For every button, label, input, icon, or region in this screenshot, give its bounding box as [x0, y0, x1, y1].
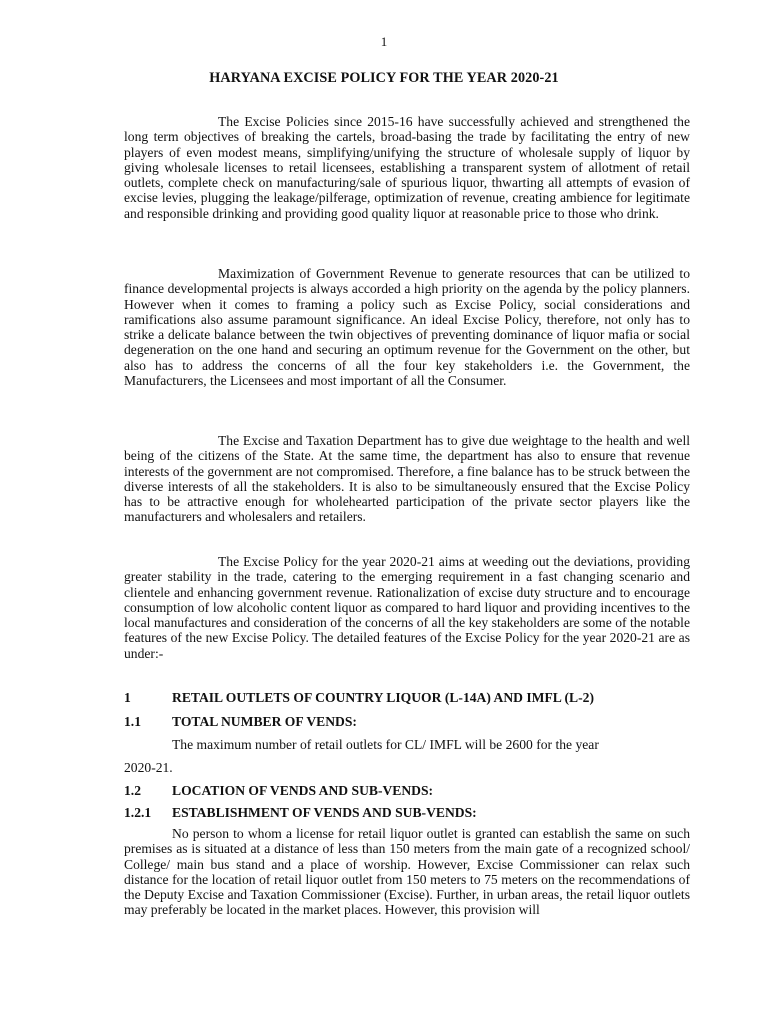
- section-title: RETAIL OUTLETS OF COUNTRY LIQUOR (L-14A) AND IMFL (L-2): [172, 690, 594, 705]
- section-number: 1.2: [124, 783, 141, 798]
- paragraph-department: The Excise and Taxation Department has to give due weightage to the health and well being of the citizens of the State. At the same time, the department has also to ensure that revenue interests of the government are not compromised. Therefore, a fine balance has to be struck between the diverse interests of all the stakeholders. It is also to be simultaneously ensured that the Excise Policy has to be attractive enough for wholehearted participation of the private sector players like the manufacturers and wholesalers and retailers.: [124, 433, 690, 525]
- section-heading-1-2: [124, 783, 434, 799]
- section-heading-1-1: [124, 714, 357, 730]
- section-title: TOTAL NUMBER OF VENDS:: [172, 714, 357, 729]
- paragraph-intro: The Excise Policies since 2015-16 have successfully achieved and strengthened the long term objectives of breaking the cartels, broad-basing the trade by facilitating the entry of new players of even modest means, simplifying/unifying the structure of wholesale supply of liquor by giving wholesale licenses to retail licensees, establishing a transparent system of allotment of retail outlets, complete check on manufacturing/sale of spurious liquor, thwarting all attempts of evasion of excise levies, plugging the leakage/pilferage, optimization of revenue, creating ambience for legitimate and responsible drinking and providing good quality liquor at reasonable price to those who drink.: [124, 114, 690, 221]
- section-number: 1.1: [124, 714, 141, 729]
- section-heading-1-2-1: [124, 805, 477, 821]
- section-number: 1: [124, 690, 131, 705]
- section-1-1-text: The maximum number of retail outlets for CL/ IMFL will be 2600 for the year: [172, 737, 599, 752]
- document-title: HARYANA EXCISE POLICY FOR THE YEAR 2020-21: [209, 70, 559, 86]
- page-number: 1: [380, 34, 388, 49]
- section-1-2-1-text: No person to whom a license for retail liquor outlet is granted can establish the same on such premises as is situated at a distance of less than 150 meters from the main gate of a recognized school/ College/ main bus stand and a place of worship. However, Excise Commissioner can relax such distance for the location of retail liquor outlet from 150 meters to 75 meters on the recommendations of the Deputy Excise and Taxation Commissioner (Excise). Further, in urban areas, the retail liquor outlets may preferably be located in the market places. However, this provision will: [124, 826, 690, 918]
- section-number: 1.2.1: [124, 805, 152, 820]
- paragraph-policy-aims: The Excise Policy for the year 2020-21 aims at weeding out the deviations, providing greater stability in the trade, catering to the emerging requirement in a fast changing scenario and clientele and enhancing government revenue. Rationalization of excise duty structure and to encourage consumption of low alcoholic content liquor as compared to hard liquor and providing incentives to the local manufactures and consideration of the concerns of all the key stakeholders are some of the notable features of the new Excise Policy. The detailed features of the Excise Policy for the year 2020-21 are as under:-: [124, 554, 690, 661]
- section-title: LOCATION OF VENDS AND SUB-VENDS:: [172, 783, 434, 798]
- section-heading-1: [124, 690, 594, 706]
- paragraph-revenue: Maximization of Government Revenue to generate resources that can be utilized to finance developmental projects is always accorded a high priority on the agenda by the policy planners. However when it comes to framing a policy such as Excise Policy, social considerations and ramifications also assume paramount significance. An ideal Excise Policy, therefore, not only has to strike a delicate balance between the twin objectives of preventing dominance of liquor mafia or social degeneration on the one hand and securing an optimum revenue for the Government on the other, but also has to address the concerns of all the four key stakeholders i.e. the Government, the Manufacturers, the Licensees and most important of all the Consumer.: [124, 266, 690, 389]
- section-1-1-text-continued: 2020-21.: [124, 760, 173, 775]
- section-title: ESTABLISHMENT OF VENDS AND SUB-VENDS:: [172, 805, 477, 820]
